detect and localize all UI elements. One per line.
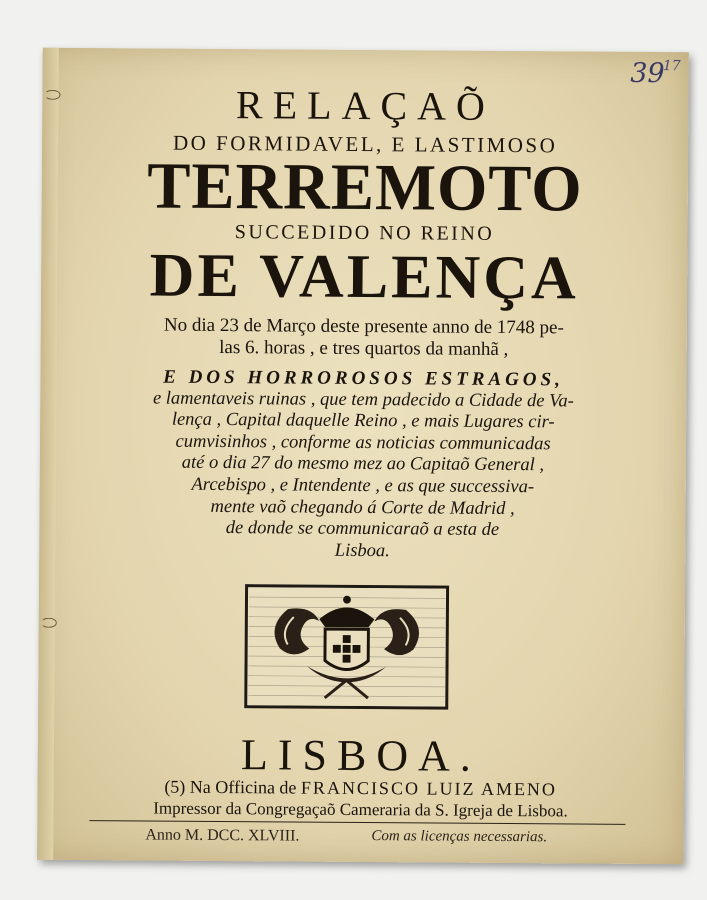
manuscript-page-number: 39 xyxy=(630,57,665,90)
imprint-year: Anno M. DCC. XLVIII. xyxy=(145,826,300,845)
subtitle-line: até o dia 27 do mesmo mez ao Capitaõ General , xyxy=(181,453,545,476)
subtitle-line: Arcebispo , e Intendente , e as que successiva- xyxy=(191,474,535,498)
imprint-impressor-line: Impressor da Congregaçaõ Cameraria da S. Igreja de Lisboa. xyxy=(153,798,568,821)
imprint-printer-name: FRANCISCO LUIZ AMENO xyxy=(300,777,558,800)
imprint-licenses: Com as licenças necessarias. xyxy=(371,828,548,846)
subtitle-line: mente vaõ chegando á Corte de Madrid , xyxy=(210,496,515,519)
imprint-city: LISBOA. xyxy=(240,730,482,781)
title-relacao: RELAÇAÕ xyxy=(235,82,496,129)
imprint-officina-prefix: (5) Na Officina de xyxy=(164,776,297,798)
title-valenca: DE VALENÇA xyxy=(149,241,580,313)
subtitle-line: cumvisinhos , conforme as noticias communicadas xyxy=(175,431,551,455)
title-terremoto: TERREMOTO xyxy=(146,149,583,226)
imprint-officina-line xyxy=(38,776,684,802)
subtitle-line: Lisboa. xyxy=(334,540,390,561)
subtitle-block xyxy=(39,366,686,565)
crown-shield-emblem-icon xyxy=(247,587,446,706)
subtitle-line: lença , Capital daquelle Reino , e mais Lugares cir- xyxy=(171,409,555,433)
date-line: No dia 23 de Março deste presente anno de 1748 pe- xyxy=(163,314,564,339)
manuscript-folio-number: 17 xyxy=(662,58,681,75)
title-succedido: SUCCEDIDO NO REINO xyxy=(234,221,495,245)
royal-arms-woodcut xyxy=(244,584,449,709)
pamphlet-page xyxy=(37,48,689,864)
subtitle-heading: E DOS HORROROSOS ESTRAGOS, xyxy=(163,366,564,391)
subtitle-line: e lamentaveis ruinas , que tem padecido a Cidade de Va- xyxy=(152,388,574,412)
binding-thread xyxy=(41,618,57,628)
subtitle-line: de donde se communicaraõ a esta de xyxy=(225,518,500,541)
date-line: las 6. horas , e tres quartos da manhã , xyxy=(219,336,509,361)
title-formidavel: DO FORMIDAVEL, E LASTIMOSO xyxy=(172,130,558,158)
